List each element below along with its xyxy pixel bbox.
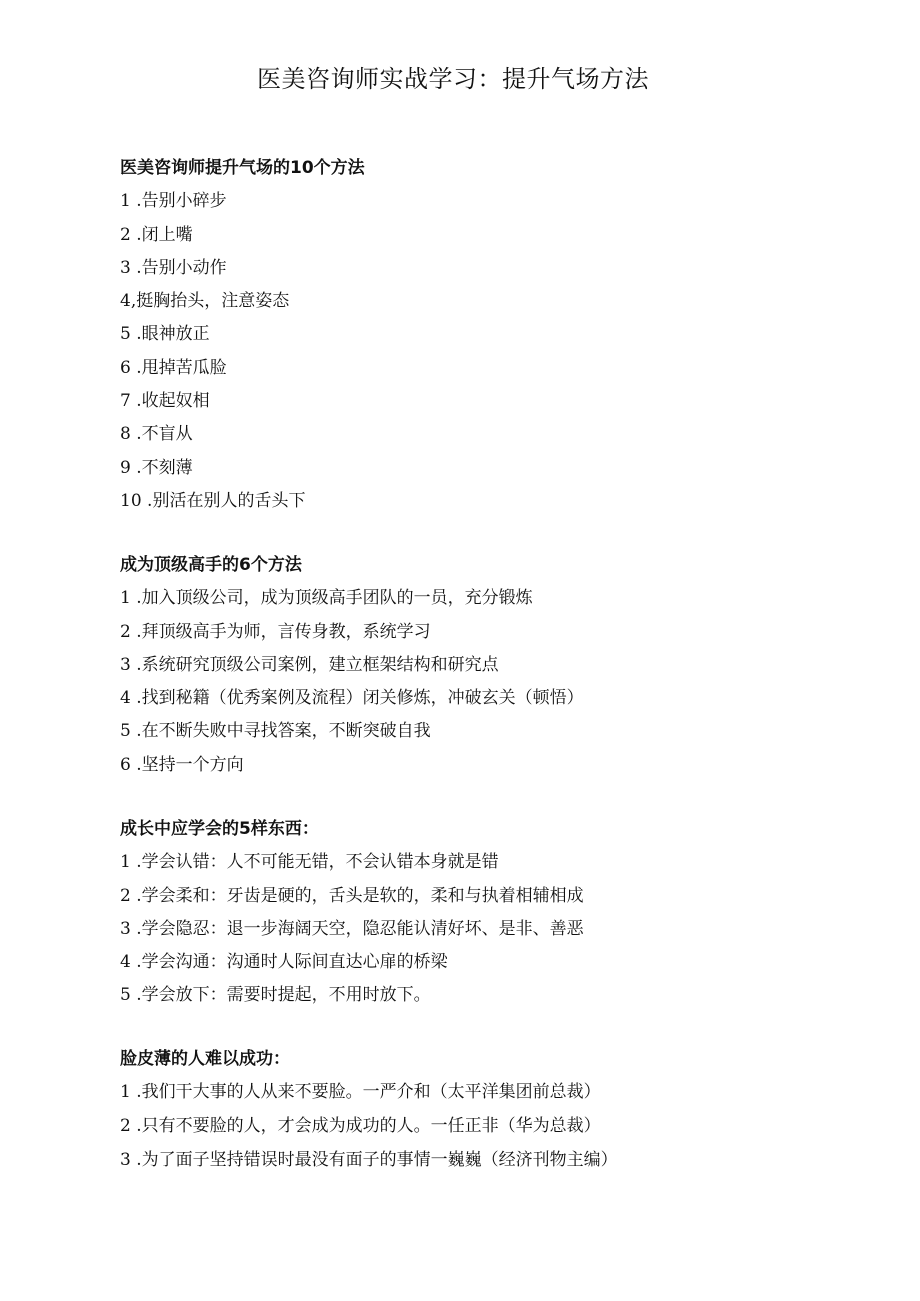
list-item: 8 .不盲从 <box>120 424 193 445</box>
section-qichang-methods <box>120 156 650 522</box>
document-title: 医美咨询师实战学习：提升气场方法 <box>257 65 649 93</box>
section-heading: 成长中应学会的5样东西： <box>120 819 319 839</box>
list-item: 7 .收起奴相 <box>120 391 210 412</box>
list-item: 10 .别活在别人的舌头下 <box>120 490 306 511</box>
list-item: 1 .加入顶级公司，成为顶级高手团队的一员，充分锻炼 <box>120 588 533 609</box>
list-item: 2 .只有不要脸的人，才会成为成功的人。一任正非（华为总裁） <box>120 1115 601 1136</box>
list-item: 5 .学会放下：需要时提起，不用时放下。 <box>120 985 431 1006</box>
list-item: 5 .在不断失败中寻找答案，不断突破自我 <box>120 721 431 742</box>
list-item: 5 .眼神放正 <box>120 324 210 345</box>
list-item: 1 .我们干大事的人从来不要脸。一严介和（太平洋集团前总裁） <box>120 1082 601 1103</box>
list-item: 3 .系统研究顶级公司案例，建立框架结构和研究点 <box>120 654 499 675</box>
section-growth-lessons <box>120 817 650 1017</box>
list-item: 2 .闭上嘴 <box>120 224 193 245</box>
list-item: 3 .为了面子坚持错误时最没有面子的事情一巍巍（经济刊物主编） <box>120 1149 618 1170</box>
section-top-expert-methods <box>120 553 650 786</box>
list-item: 3 .学会隐忍：退一步海阔天空，隐忍能认清好坏、是非、善恶 <box>120 918 584 939</box>
list-item: 4 .学会沟通：沟通时人际间直达心扉的桥梁 <box>120 952 448 973</box>
list-item: 1 .告别小碎步 <box>120 191 227 212</box>
list-item: 4 .找到秘籍（优秀案例及流程）闭关修炼，冲破玄关（顿悟） <box>120 688 584 709</box>
list-item: 3 .告别小动作 <box>120 257 227 278</box>
list-item: 9 .不刻薄 <box>120 457 193 478</box>
list-item: 4,挺胸抬头，注意姿态 <box>120 291 290 312</box>
section-heading: 医美咨询师提升气场的10个方法 <box>120 158 365 178</box>
list-item: 6 .甩掉苦瓜脸 <box>120 357 227 378</box>
list-item: 2 .拜顶级高手为师，言传身教，系统学习 <box>120 621 431 642</box>
section-heading: 脸皮薄的人难以成功： <box>120 1049 290 1069</box>
section-heading: 成为顶级高手的6个方法 <box>120 555 302 575</box>
section-thin-skin <box>120 1047 650 1182</box>
list-item: 1 .学会认错：人不可能无错，不会认错本身就是错 <box>120 852 499 873</box>
list-item: 2 .学会柔和：牙齿是硬的，舌头是软的，柔和与执着相辅相成 <box>120 885 584 906</box>
list-item: 6 .坚持一个方向 <box>120 754 244 775</box>
